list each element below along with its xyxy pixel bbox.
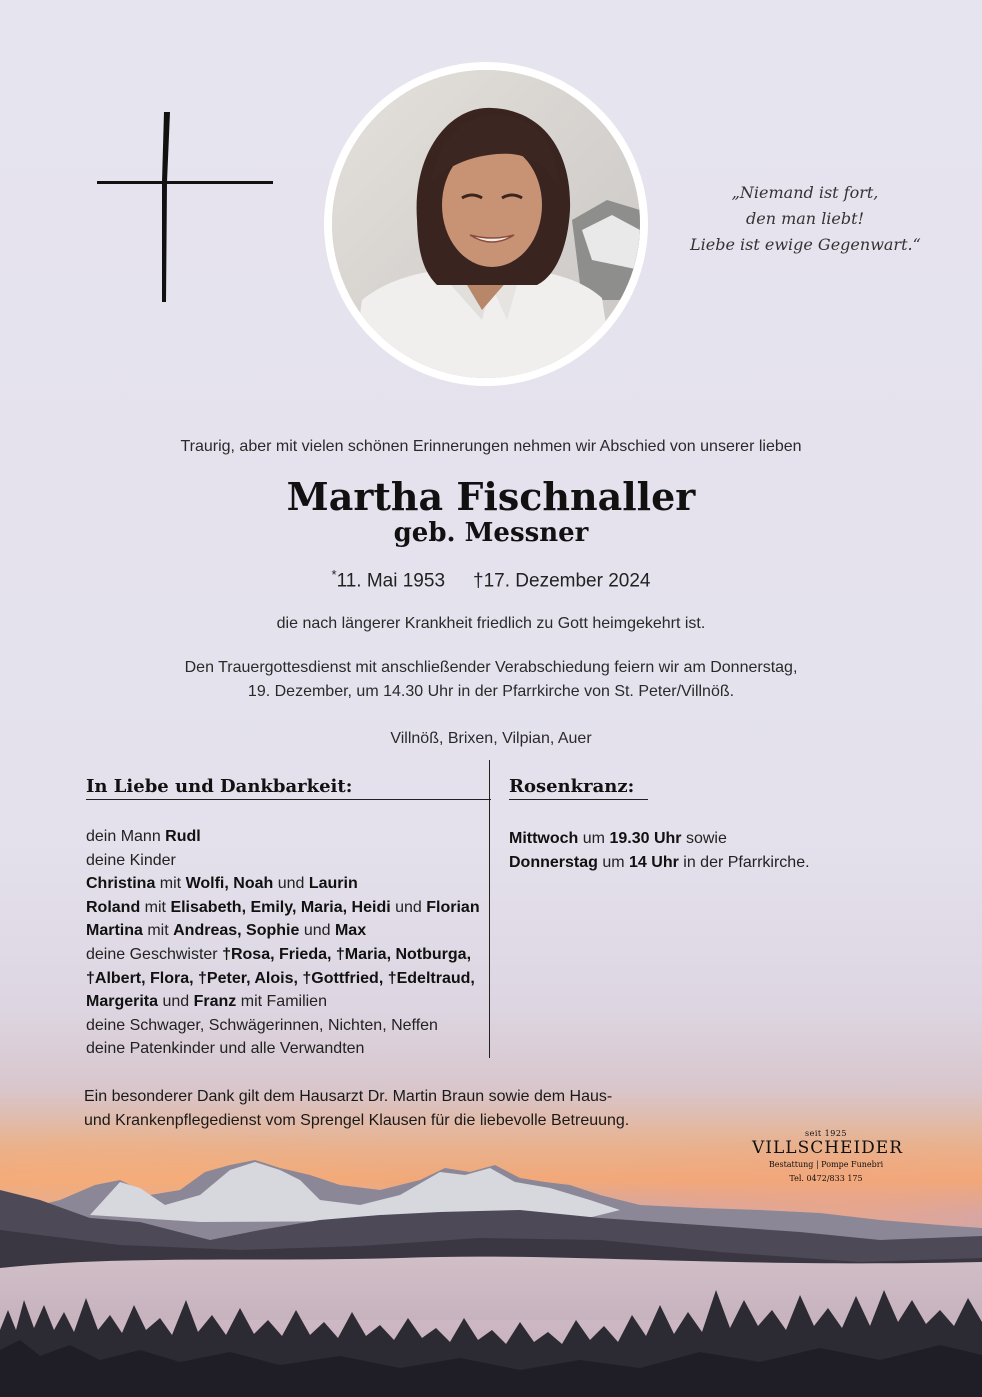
thanks-note xyxy=(84,1085,684,1133)
plain-text: deine Geschwister xyxy=(86,945,223,963)
plain-text: dein Mann xyxy=(86,828,166,845)
plain-text: sowie xyxy=(681,830,727,847)
plain-text: in der Pfarrkirche. xyxy=(678,853,810,871)
family-line xyxy=(86,990,486,1014)
name-text: Mittwoch xyxy=(509,830,579,847)
name-text: Donnerstag xyxy=(509,853,598,871)
intro-text: Traurig, aber mit vielen schönen Erinnerungen nehmen wir Abschied von unserer lieben xyxy=(180,438,802,455)
passing-note: die nach längerer Krankheit friedlich zu Gott heimgekehrt ist. xyxy=(276,615,706,632)
maiden-name: geb. Messner xyxy=(393,518,589,548)
thanks-line-1: Ein besonderer Dank gilt dem Hausarzt Dr. Martin Braun sowie dem Haus- xyxy=(84,1088,613,1105)
birth-symbol: * xyxy=(331,567,337,582)
plain-text: mit xyxy=(142,922,174,940)
rosary-heading: Rosenkranz: xyxy=(509,776,648,800)
death-symbol: † xyxy=(473,570,484,592)
quote-line-1: „Niemand ist fort, xyxy=(731,183,879,202)
logo-phone: Tel. 0472/833 175 xyxy=(789,1174,863,1183)
logo-subtitle: Bestattung | Pompe Funebri xyxy=(768,1160,884,1169)
memorial-quote xyxy=(690,180,920,258)
cross-icon xyxy=(96,110,276,305)
name-text: Roland xyxy=(86,898,141,916)
plain-text: deine Kinder xyxy=(86,851,176,869)
family-line xyxy=(86,872,486,896)
name-text: Franz xyxy=(193,993,237,1011)
family-line xyxy=(86,967,486,991)
thanks-line-2: und Krankenpflegedienst vom Sprengel Klausen für die liebevolle Betreuung. xyxy=(84,1112,630,1129)
rosary-line xyxy=(509,851,829,875)
birth-date: 11. Mai 1953 xyxy=(336,570,446,592)
name-text: Rudl xyxy=(165,828,201,845)
plain-text: und xyxy=(299,922,335,940)
name-text: Elisabeth, Emily, Maria, Heidi xyxy=(170,898,391,916)
quote-line-2: den man liebt! xyxy=(745,209,864,228)
plain-text: mit Familien xyxy=(236,993,327,1011)
service-info-line-1: Den Trauergottesdienst mit anschließender Verabschiedung feiern wir am Donnerstag, xyxy=(184,659,798,676)
family-line xyxy=(86,896,486,920)
name-text: Christina xyxy=(86,875,156,893)
column-divider xyxy=(489,760,490,1058)
family-list xyxy=(86,825,486,1061)
name-text: Laurin xyxy=(308,875,358,893)
quote-line-3: Liebe ist ewige Gegenwart.“ xyxy=(690,235,921,254)
places: Villnöß, Brixen, Vilpian, Auer xyxy=(390,730,592,747)
plain-text: deine Patenkinder und alle Verwandten xyxy=(86,1040,365,1058)
plain-text: um xyxy=(597,853,630,871)
name-text: Andreas, Sophie xyxy=(173,922,300,940)
logo-brand: VILLSCHEIDER xyxy=(752,1138,904,1158)
name-text: 19.30 Uhr xyxy=(609,830,682,847)
portrait-frame xyxy=(324,62,648,386)
death-date: 17. Dezember 2024 xyxy=(483,570,651,592)
portrait-photo xyxy=(332,70,640,378)
rosary-line xyxy=(509,827,829,851)
family-line xyxy=(86,849,486,873)
life-dates xyxy=(0,567,982,592)
name-text: Martina xyxy=(86,922,143,940)
name-text: Wolfi, Noah xyxy=(185,875,274,893)
name-text: †Albert, Flora, †Peter, Alois, †Gottfried, †Edeltraud, xyxy=(86,969,475,987)
rosary-schedule xyxy=(509,827,829,874)
name-text: Margerita xyxy=(86,993,159,1011)
logo-since: seit 1925 xyxy=(804,1129,847,1138)
family-line xyxy=(86,1014,486,1038)
family-line xyxy=(86,943,486,967)
family-heading: In Liebe und Dankbarkeit: xyxy=(86,776,491,800)
family-line xyxy=(86,1037,486,1061)
plain-text: mit xyxy=(140,898,171,916)
plain-text: und xyxy=(273,875,309,893)
plain-text: um xyxy=(578,830,610,847)
service-info-line-2: 19. Dezember, um 14.30 Uhr in der Pfarrkirche von St. Peter/Villnöß. xyxy=(247,683,735,700)
name-text: Florian xyxy=(426,898,480,916)
plain-text: mit xyxy=(155,875,186,893)
name-text: 14 Uhr xyxy=(629,853,679,871)
plain-text: und xyxy=(390,898,427,916)
family-line xyxy=(86,919,486,943)
name-text: †Rosa, Frieda, †Maria, Notburga, xyxy=(222,945,472,963)
funeral-home-logo xyxy=(752,1129,904,1183)
plain-text: deine Schwager, Schwägerinnen, Nichten, Neffen xyxy=(86,1016,438,1034)
name-text: Max xyxy=(334,922,367,940)
plain-text: und xyxy=(158,993,194,1011)
family-line xyxy=(86,825,486,849)
deceased-name: Martha Fischnaller xyxy=(286,474,696,519)
